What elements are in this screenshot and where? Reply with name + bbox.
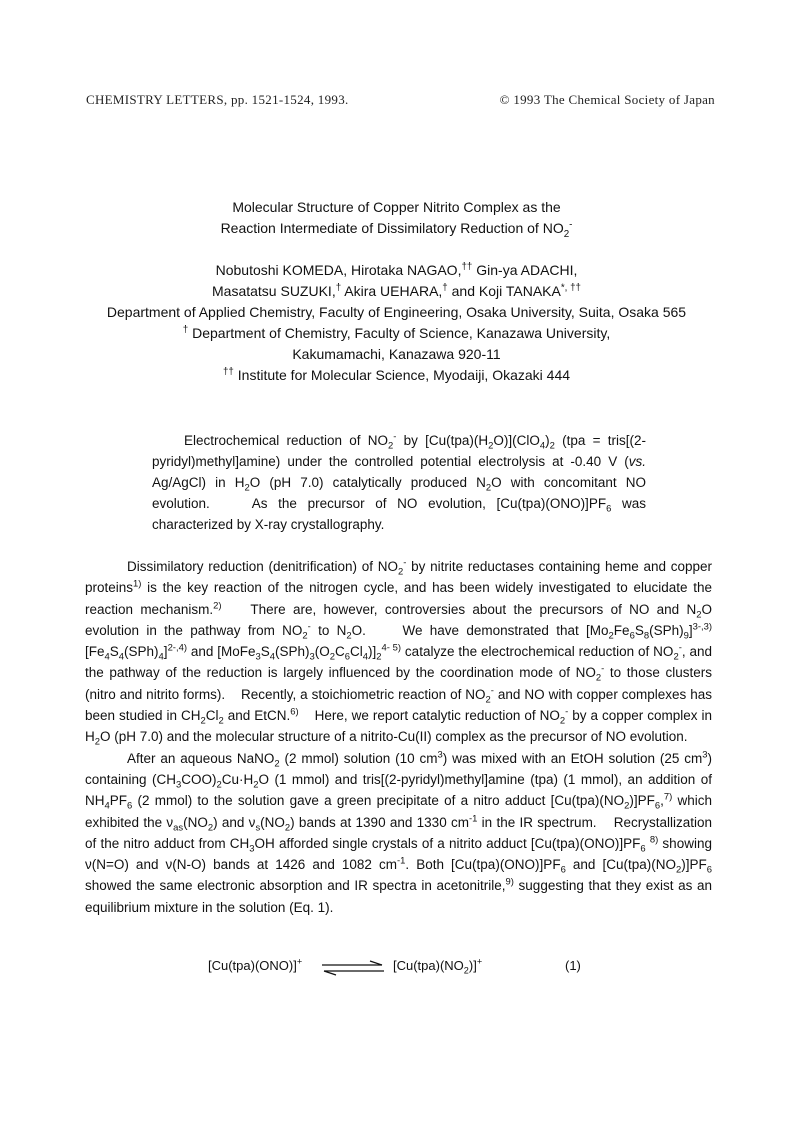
title-line-2: Reaction Intermediate of Dissimilatory Reduction of $NO_2^-$ xyxy=(220,219,573,240)
title-line-1: Molecular Structure of Copper Nitrito Complex as the xyxy=(232,199,561,215)
affiliation-2: † Department of Chemistry, Faculty of Science, Kanazawa University, xyxy=(182,324,611,341)
abstract xyxy=(152,430,646,535)
paragraph-2: After an aqueous NaNO$_2$ (2 mmol) solution (10 $cm^3$) was mixed with an EtOH solution (25 $cm^3$) containing $(CH_3COO)_2Cu\cdot H_2O$ (1 mmol) and tris[(2-pyridyl)methyl]amine (tpa) (1 mmol), an addition of $NH_4PF_6$ (2 mmol) to the solution gave a green precipitate of a nitro adduct $[Cu(tpa)(NO_2)]PF_6,^{7)}$ which exhibited the $\nu_{as}(NO_2)$ and $\nu_s(NO_2)$ bands at 1390 and 1330 $cm^{-1}$ in the IR spectrum. Recrystallization of the nitro adduct from $CH_3OH$ afforded single crystals of a nitrito adduct $[Cu(tpa)(ONO)]PF_6$ $^{8)}$ showing ν(N=O) and ν(N-O) bands at 1426 and 1082 $cm^{-1}$. Both $[Cu(tpa)(ONO)]PF_6$ and $[Cu(tpa)(NO_2)]PF_6$ showed the same electronic absorption and IR spectra in acetonitrile,$^{9)}$ suggesting that they exist as an equilibrium mixture in the solution (Eq. 1). xyxy=(85,749,713,915)
equation-right-side: $[Cu(tpa)(NO_2)]^+$ xyxy=(393,956,483,976)
author-block xyxy=(0,260,793,386)
paragraph-1: Dissimilatory reduction (denitrification) of $NO_2^-$ by nitrite reductases containing heme and copper proteins$^{1)}$ is the key reaction of the nitrogen cycle, and has been widely investigated to elucidate the reaction mechanism.$^{2)}$ There are, however, controversies about the precursors of NO and $N_2O$ evolution in the pathway from $NO_2^-$ to $N_2O$. We have demonstrated that $[Mo_2Fe_6S_8(SPh)_9]^{3-,3)}$ $[Fe_4S_4(SPh)_4]^{2-,4)}$ and $[MoFe_3S_4(SPh)_3(O_2C_6Cl_4)]_2^{4- 5)}$ catalyze the electrochemical reduction of $NO_2^-$, and the pathway of the reduction is largely influenced by the coordination mode of $NO_2^-$ to those clusters (nitro and nitrito forms). Recently, a stoichiometric reaction of $NO_2^-$ and NO with copper complexes has been studied in $CH_2Cl_2$ and EtCN.$^{6)}$ Here, we report catalytic reduction of $NO_2^-$ by a copper complex in $H_2O$ (pH 7.0) and the molecular structure of a nitrito-Cu(II) complex as the precursor of NO evolution. xyxy=(85,557,713,749)
equation-number: (1) xyxy=(565,958,581,973)
author-line-2: Masatatsu SUZUKI,† Akira UEHARA,† and Koji TANAKA*, †† xyxy=(212,282,581,299)
journal-citation: CHEMISTRY LETTERS, pp. 1521-1524, 1993. xyxy=(86,92,349,107)
author-line-1: Nobutoshi KOMEDA, Hirotaka NAGAO,†† Gin-ya ADACHI, xyxy=(215,261,578,278)
paper-title xyxy=(0,197,793,239)
equation-left-side: [Cu(tpa)(ONO)]+ xyxy=(208,956,303,973)
affiliation-1: Department of Applied Chemistry, Faculty of Engineering, Osaka University, Suita, Osaka 565 xyxy=(106,304,687,320)
equation-1 xyxy=(208,958,608,982)
affiliation-4: †† Institute for Molecular Science, Myodaiji, Okazaki 444 xyxy=(222,366,571,383)
running-head xyxy=(86,92,715,110)
affiliation-3: Kakumamachi, Kanazawa 920-11 xyxy=(292,346,501,362)
abstract-text: Electrochemical reduction of $NO_2^-$ by $[Cu(tpa)(H_2O)](ClO_4)_2$ (tpa = tris[(2-pyridyl)methyl]amine) under the controlled potential electrolysis at -0.40 V (vs. Ag/AgCl) in $H_2O$ (pH 7.0) catalytically produced $N_2O$ with concomitant NO evolution. As the precursor of NO evolution, $[Cu(tpa)(ONO)]PF_6$ was characterized by X-ray crystallography. xyxy=(152,431,647,532)
copyright-notice: © 1993 The Chemical Society of Japan xyxy=(499,92,715,107)
equilibrium-arrows-icon xyxy=(320,960,386,976)
body-text xyxy=(85,556,712,918)
